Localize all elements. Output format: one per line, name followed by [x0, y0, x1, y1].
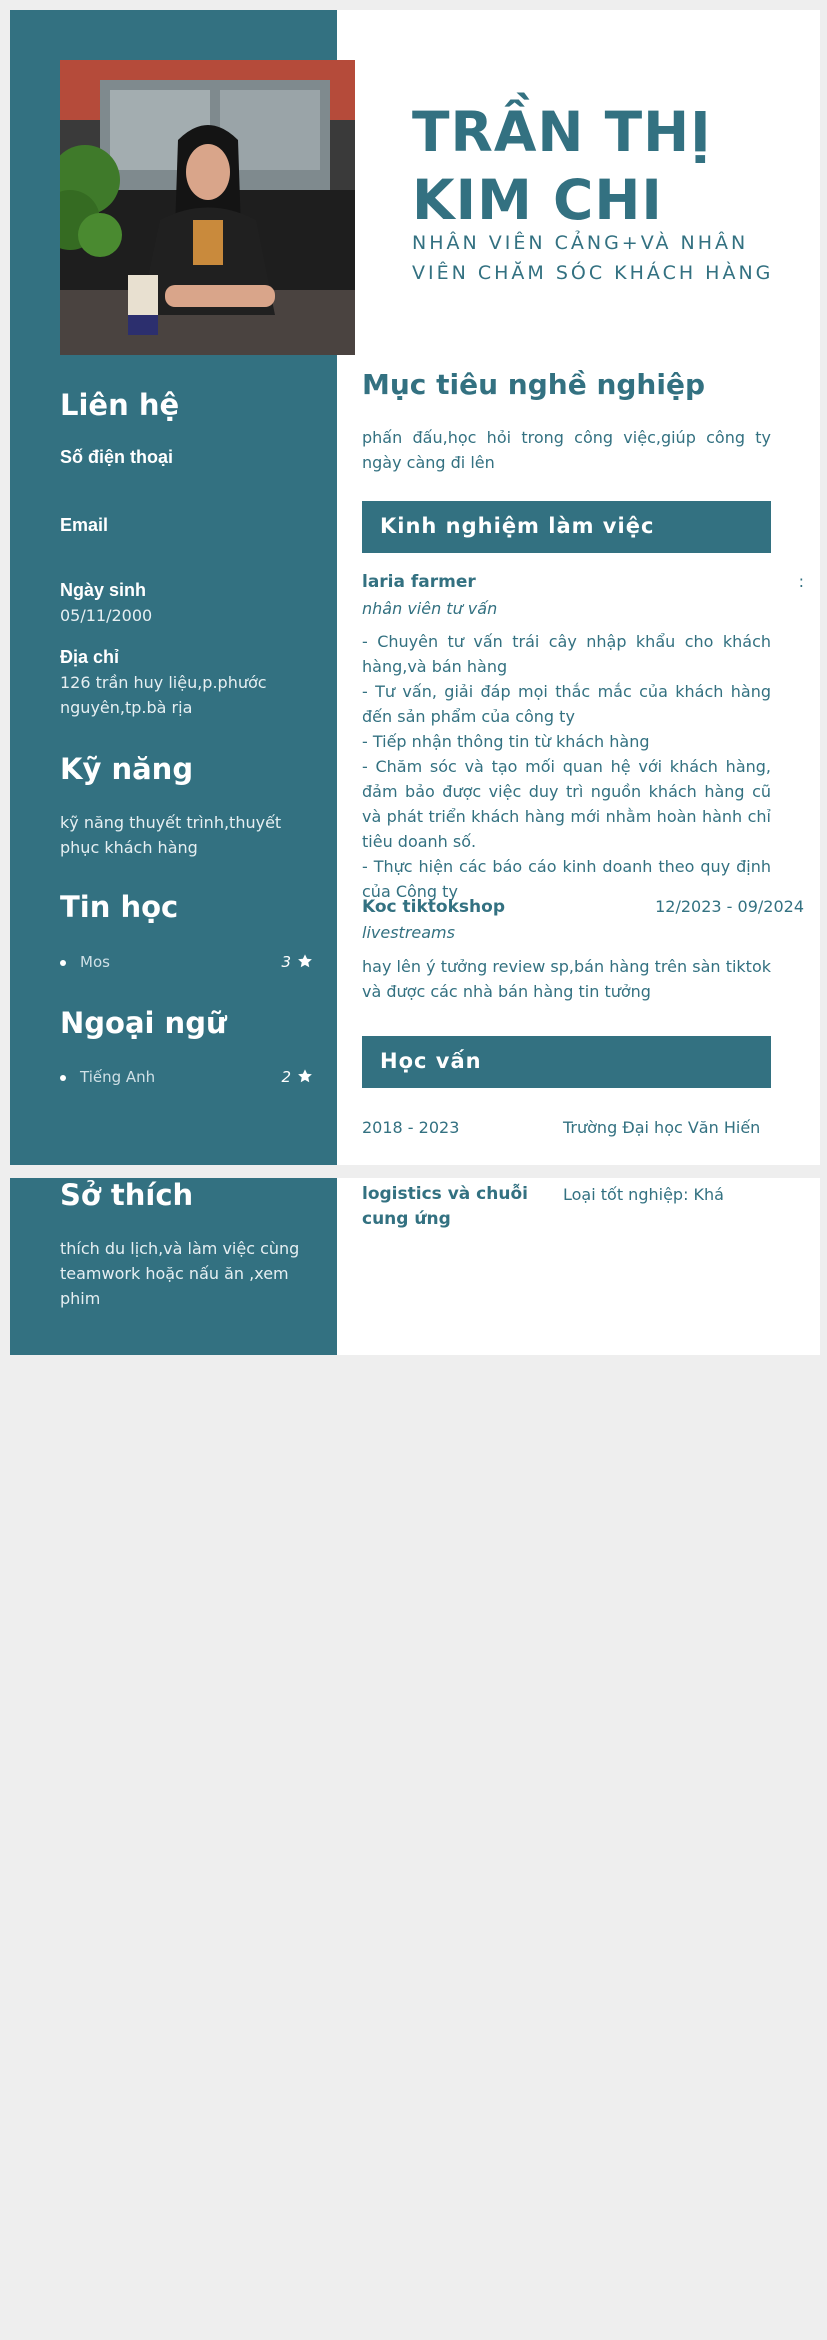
job-role: livestreams — [362, 923, 455, 942]
job-description-line: - Chuyên tư vấn trái cây nhập khẩu cho khách hàng,và bán hàng — [362, 632, 771, 676]
main-column — [337, 1178, 820, 1355]
job-company: Koc tiktokshop — [362, 897, 505, 917]
job-description-line: - Thực hiện các báo cáo kinh doanh theo quy định của Công ty — [362, 857, 771, 901]
job-description-line: - Chăm sóc và tạo mối quan hệ với khách hàng, đảm bảo được việc duy trì nguồn khách hàng cũ và phát triển khách hàng mới nhằm hoàn hành chỉ tiêu doanh số. — [362, 757, 771, 851]
objective-heading: Mục tiêu nghề nghiệp — [362, 368, 705, 401]
birth-value: 05/11/2000 — [60, 606, 153, 625]
education-heading-band — [362, 1036, 771, 1088]
education-heading: Học vấn — [380, 1049, 482, 1073]
main-column — [337, 10, 820, 1165]
it-skill-name: Mos — [80, 953, 110, 971]
skills-heading: Kỹ năng — [60, 752, 194, 786]
hobbies-heading: Sở thích — [60, 1178, 194, 1212]
hobbies-text: thích du lịch,và làm việc cùng teamwork hoặc nấu ăn ,xem phim — [60, 1239, 300, 1308]
bullet-dot — [60, 1075, 66, 1081]
job-role: nhân viên tư vấn — [362, 599, 498, 618]
cv-page-2 — [10, 1178, 820, 1355]
address-value: 126 trần huy liệu,p.phước nguyên,tp.bà rịa — [60, 673, 267, 717]
job-title: NHÂN VIÊN CẢNG+VÀ NHÂN VIÊN CHĂM SÓC KHÁCH HÀNG — [412, 232, 774, 284]
job-company: laria farmer — [362, 572, 476, 592]
experience-heading-band — [362, 501, 771, 553]
job-description: hay lên ý tưởng review sp,bán hàng trên sàn tiktok và được các nhà bán hàng tin tưởng — [362, 957, 771, 1001]
star-icon — [297, 953, 313, 969]
candidate-name-line2: KIM CHI — [412, 168, 663, 232]
language-row — [60, 1067, 313, 1089]
job-description-line: - Tư vấn, giải đáp mọi thắc mắc của khách hàng đến sản phẩm của công ty — [362, 682, 771, 726]
job-date: : — [798, 572, 804, 591]
job-description-line: - Tiếp nhận thông tin từ khách hàng — [362, 732, 650, 751]
education-major: logistics và chuỗi cung ứng — [362, 1184, 528, 1229]
objective-text: phấn đấu,học hỏi trong công việc,giúp công ty ngày càng đi lên — [362, 428, 771, 472]
experience-heading: Kinh nghiệm làm việc — [380, 514, 655, 538]
skills-text: kỹ năng thuyết trình,thuyết phục khách hàng — [60, 813, 282, 857]
phone-label: Số điện thoại — [60, 447, 174, 467]
education-grade: Loại tốt nghiệp: Khá — [563, 1185, 724, 1204]
it-heading: Tin học — [60, 890, 179, 924]
email-label: Email — [60, 515, 109, 535]
education-school: Trường Đại học Văn Hiến — [563, 1118, 761, 1137]
language-level: 2 — [281, 1068, 291, 1086]
profile-photo — [60, 60, 355, 355]
job-description — [362, 629, 771, 904]
cv-page-1 — [10, 10, 820, 1165]
it-skill-row — [60, 952, 313, 974]
address-label: Địa chỉ — [60, 647, 120, 667]
job-date: 12/2023 - 09/2024 — [655, 897, 804, 916]
star-icon — [297, 1068, 313, 1084]
education-period: 2018 - 2023 — [362, 1118, 460, 1137]
sidebar — [10, 1178, 337, 1355]
bullet-dot — [60, 960, 66, 966]
languages-heading: Ngoại ngữ — [60, 1006, 227, 1040]
language-name: Tiếng Anh — [80, 1068, 156, 1086]
candidate-name-line1: TRẦN THỊ — [412, 100, 712, 164]
contact-heading: Liên hệ — [60, 388, 180, 422]
sidebar — [10, 10, 337, 1165]
it-skill-level: 3 — [281, 953, 291, 971]
birth-label: Ngày sinh — [60, 580, 147, 600]
